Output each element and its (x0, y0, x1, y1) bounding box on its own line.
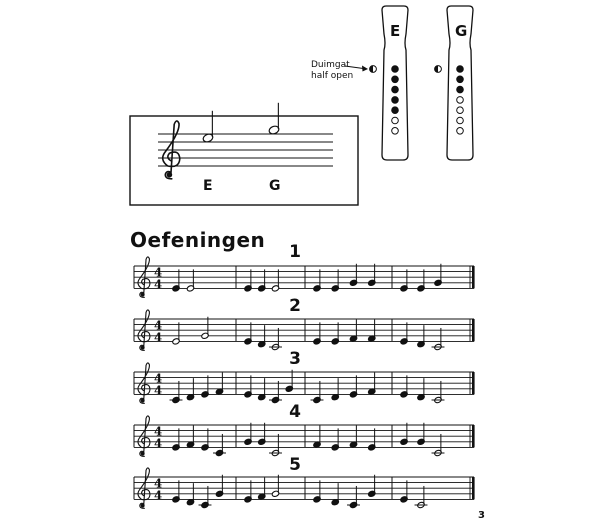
time-signature-top: 4 (154, 265, 163, 280)
exercise-number-1: 1 (289, 242, 301, 262)
time-signature-top: 4 (154, 424, 163, 439)
final-barline-thick (472, 319, 475, 341)
time-signature-top: 4 (154, 371, 163, 386)
time-signature-top: 4 (154, 318, 163, 333)
time-signature-bottom: 4 (154, 436, 163, 451)
final-barline-thick (472, 477, 475, 499)
time-signature-bottom: 4 (154, 277, 163, 292)
fingering-letter-g: G (455, 22, 468, 40)
fingering-letter-e: E (390, 22, 401, 40)
example-note-name-e: E (203, 178, 213, 194)
final-barline-thick (472, 425, 475, 447)
thumb-hole-note: Duimgat half open (311, 60, 354, 81)
page-number: 3 (478, 510, 485, 521)
final-barline-thick (472, 266, 475, 288)
final-barline-thick (472, 372, 475, 394)
treble-clef-dot (141, 346, 145, 350)
time-signature-bottom: 4 (154, 330, 163, 345)
treble-clef-dot (141, 293, 145, 297)
exercise-number-2: 2 (289, 296, 301, 316)
treble-clef-dot (141, 399, 145, 403)
treble-clef-dot (141, 504, 145, 508)
time-signature-top: 4 (154, 476, 163, 491)
treble-clef-dot (141, 452, 145, 456)
exercise-number-3: 3 (289, 349, 301, 369)
exercises-heading: Oefeningen (130, 228, 266, 252)
example-note-name-g: G (269, 178, 281, 194)
time-signature-bottom: 4 (154, 488, 163, 503)
exercise-number-4: 4 (289, 402, 301, 422)
exercise-number-5: 5 (289, 455, 301, 475)
time-signature-bottom: 4 (154, 383, 163, 398)
